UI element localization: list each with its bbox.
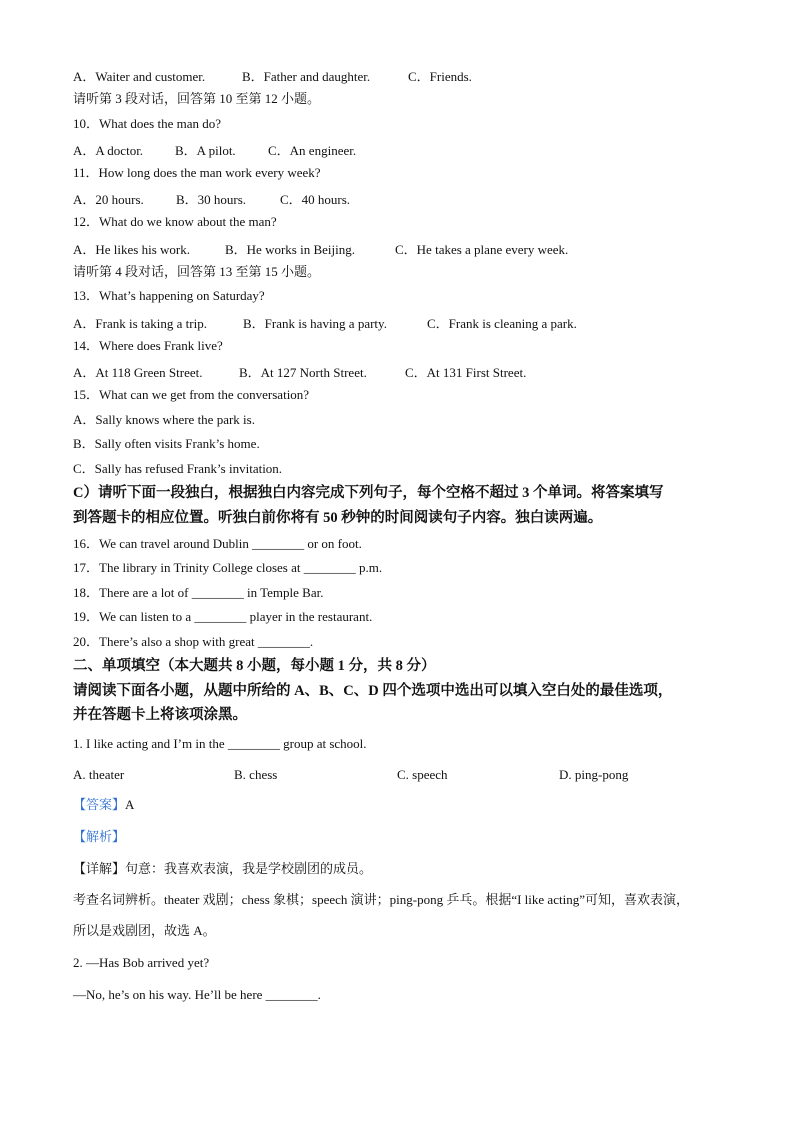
q13-option-c: C．Frank is cleaning a park.: [427, 316, 577, 331]
fill-item-17: 17．The library in Trinity College closes at ________ p.m.: [73, 560, 383, 575]
q15-option-b: B．Sally often visits Frank’s home.: [73, 436, 260, 451]
mc1-detail: [73, 861, 372, 877]
q11-stem: 11．How long does the man work every week?: [73, 165, 321, 180]
q13-option-a: A．Frank is taking a trip.: [73, 316, 207, 331]
mc2-stem-line1: 2. —Has Bob arrived yet?: [73, 955, 210, 970]
q12-option-b: B．He works in Beijing.: [225, 242, 355, 257]
mc1-stem: 1. I like acting and I’m in the ________ group at school.: [73, 736, 367, 751]
section4-intro: 请听第 4 段对话，回答第 13 至第 15 小题。: [73, 264, 321, 279]
q14-stem: 14．Where does Frank live?: [73, 338, 223, 353]
q13-option-b: B．Frank is having a party.: [243, 316, 387, 331]
partc-instruction-line1: C）请听下面一段独白，根据独白内容完成下列句子，每个空格不超过 3 个单词。将答案填写: [73, 485, 664, 501]
q15-option-a: A．Sally knows where the park is.: [73, 412, 255, 427]
q10-option-c: C．An engineer.: [268, 143, 357, 158]
q9-option-a: A．Waiter and customer.: [73, 69, 206, 84]
partc-instruction-line2: 到答题卡的相应位置。听独白前你将有 50 秒钟的时间阅读句子内容。独白读两遍。: [73, 510, 603, 526]
answer-label: 【答案】: [73, 797, 126, 812]
fill-item-20: 20．There’s also a shop with great ________.: [73, 634, 314, 649]
mc1-answer: [73, 797, 134, 813]
q12-option-a: A．He likes his work.: [73, 242, 190, 257]
part2-instruction-line1: 请阅读下面各小题，从题中所给的 A、B、C、D 四个选项中选出可以填入空白处的最佳选项，: [73, 683, 673, 699]
q13-stem: 13．What’s happening on Saturday?: [73, 288, 265, 303]
q14-option-c: C．At 131 First Street.: [405, 365, 527, 380]
fill-item-16: 16．We can travel around Dublin ________ or on foot.: [73, 536, 362, 551]
fill-item-19: 19．We can listen to a ________ player in the restaurant.: [73, 609, 373, 624]
q15-stem: 15．What can we get from the conversation?: [73, 387, 310, 402]
mc2-stem-line2: —No, he’s on his way. He’ll be here ________.: [73, 987, 321, 1002]
q11-option-b: B．30 hours.: [176, 192, 247, 207]
analysis-label: 【解析】: [73, 829, 126, 844]
q9-option-b: B．Father and daughter.: [242, 69, 371, 84]
section3-intro: 请听第 3 段对话，回答第 10 至第 12 小题。: [73, 91, 321, 106]
fill-item-18: 18．There are a lot of ________ in Temple Bar.: [73, 585, 324, 600]
q14-option-b: B．At 127 North Street.: [239, 365, 367, 380]
mc1-explain-line2: 所以是戏剧团，故选 A。: [73, 923, 216, 938]
q12-stem: 12．What do we know about the man?: [73, 214, 277, 229]
q10-option-b: B．A pilot.: [175, 143, 236, 158]
mc1-option-a: A. theater: [73, 767, 125, 782]
part2-instruction-line2: 并在答题卡上将该项涂黑。: [73, 707, 247, 723]
q14-option-a: A．At 118 Green Street.: [73, 365, 203, 380]
q9-option-c: C．Friends.: [408, 69, 472, 84]
q11-option-c: C．40 hours.: [280, 192, 351, 207]
mc1-option-d: D. ping-pong: [559, 767, 629, 782]
part2-title: 二、单项填空（本大题共 8 小题，每小题 1 分，共 8 分）: [73, 658, 436, 674]
answer-value: A: [125, 797, 135, 812]
q12-option-c: C．He takes a plane every week.: [395, 242, 569, 257]
q10-stem: 10．What does the man do?: [73, 116, 222, 131]
detail-text: 句意：我喜欢表演，我是学校剧团的成员。: [125, 861, 373, 876]
mc1-option-c: C. speech: [397, 767, 448, 782]
q11-option-a: A．20 hours.: [73, 192, 144, 207]
detail-label: 【详解】: [73, 861, 126, 876]
mc1-option-b: B. chess: [234, 767, 278, 782]
mc1-explain-line1: 考查名词辨析。theater 戏剧；chess 象棋；speech 演讲；ping-pong 乒乓。根据“I like acting”可知，喜欢表演，: [73, 892, 689, 907]
q10-option-a: A．A doctor.: [73, 143, 144, 158]
q15-option-c: C．Sally has refused Frank’s invitation.: [73, 461, 283, 476]
